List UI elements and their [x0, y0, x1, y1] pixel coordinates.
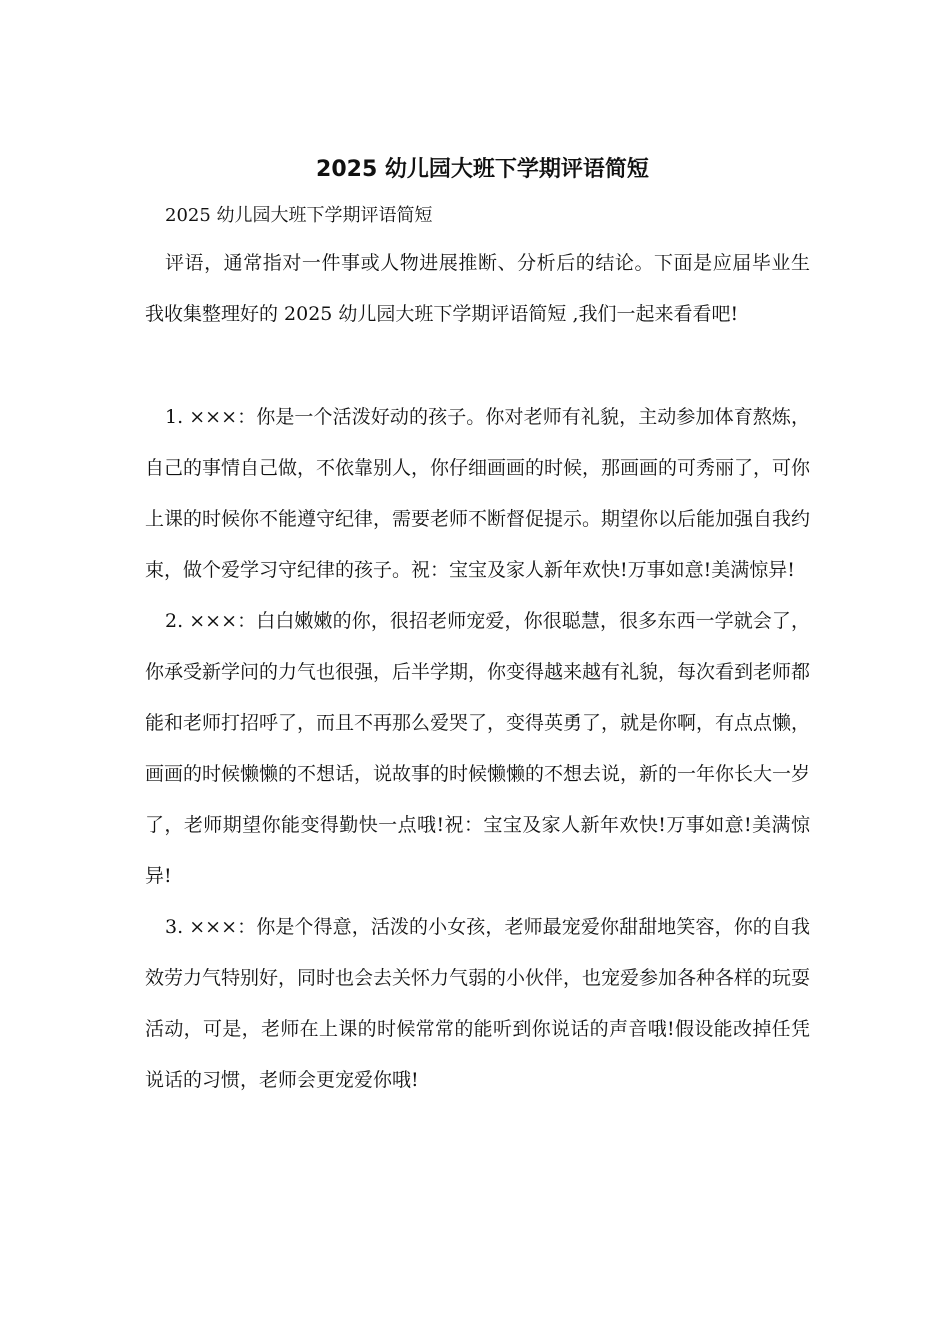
document-subtitle: 2025 幼儿园大班下学期评语简短 — [165, 205, 433, 226]
document-title: 2025 幼儿园大班下学期评语简短 — [316, 157, 649, 182]
comment-item-1: 1. ×××：你是一个活泼好动的孩子。你对老师有礼貌，主动参加体育熬炼，自己的事情自己做，不依靠别人，你仔细画画的时候，那画画的可秀丽了，可你上课的时候你不能遵守纪律，需要老师不断督促提示。期望你以后能加强自我约束，做个爱学习守纪律的孩子。祝：宝宝及家人新年欢快!万事如意!美满惊异! — [145, 406, 811, 581]
comment-item-3: 3. ×××：你是个得意，活泼的小女孩，老师最宠爱你甜甜地笑容，你的自我效劳力气特别好，同时也会去关怀力气弱的小伙伴，也宠爱参加各种各样的玩耍活动，可是，老师在上课的时候常常的能听到你说话的声音哦!假设能改掉任凭说话的习惯，老师会更宠爱你哦! — [145, 916, 811, 1091]
intro-paragraph: 评语，通常指对一件事或人物进展推断、分析后的结论。下面是应届毕业生我收集整理好的 2025 幼儿园大班下学期评语简短 ,我们一起来看看吧! — [145, 252, 810, 325]
comment-item-2: 2. ×××：白白嫩嫩的你，很招老师宠爱，你很聪慧，很多东西一学就会了，你承受新学问的力气也很强，后半学期，你变得越来越有礼貌，每次看到老师都能和老师打招呼了，而且不再那么爱哭了，变得英勇了，就是你啊，有点点懒，画画的时候懒懒的不想话，说故事的时候懒懒的不想去说，新的一年你长大一岁了，老师期望你能变得勤快一点哦!祝：宝宝及家人新年欢快!万事如意!美满惊异! — [145, 610, 811, 887]
paragraph-spacer — [145, 340, 810, 392]
